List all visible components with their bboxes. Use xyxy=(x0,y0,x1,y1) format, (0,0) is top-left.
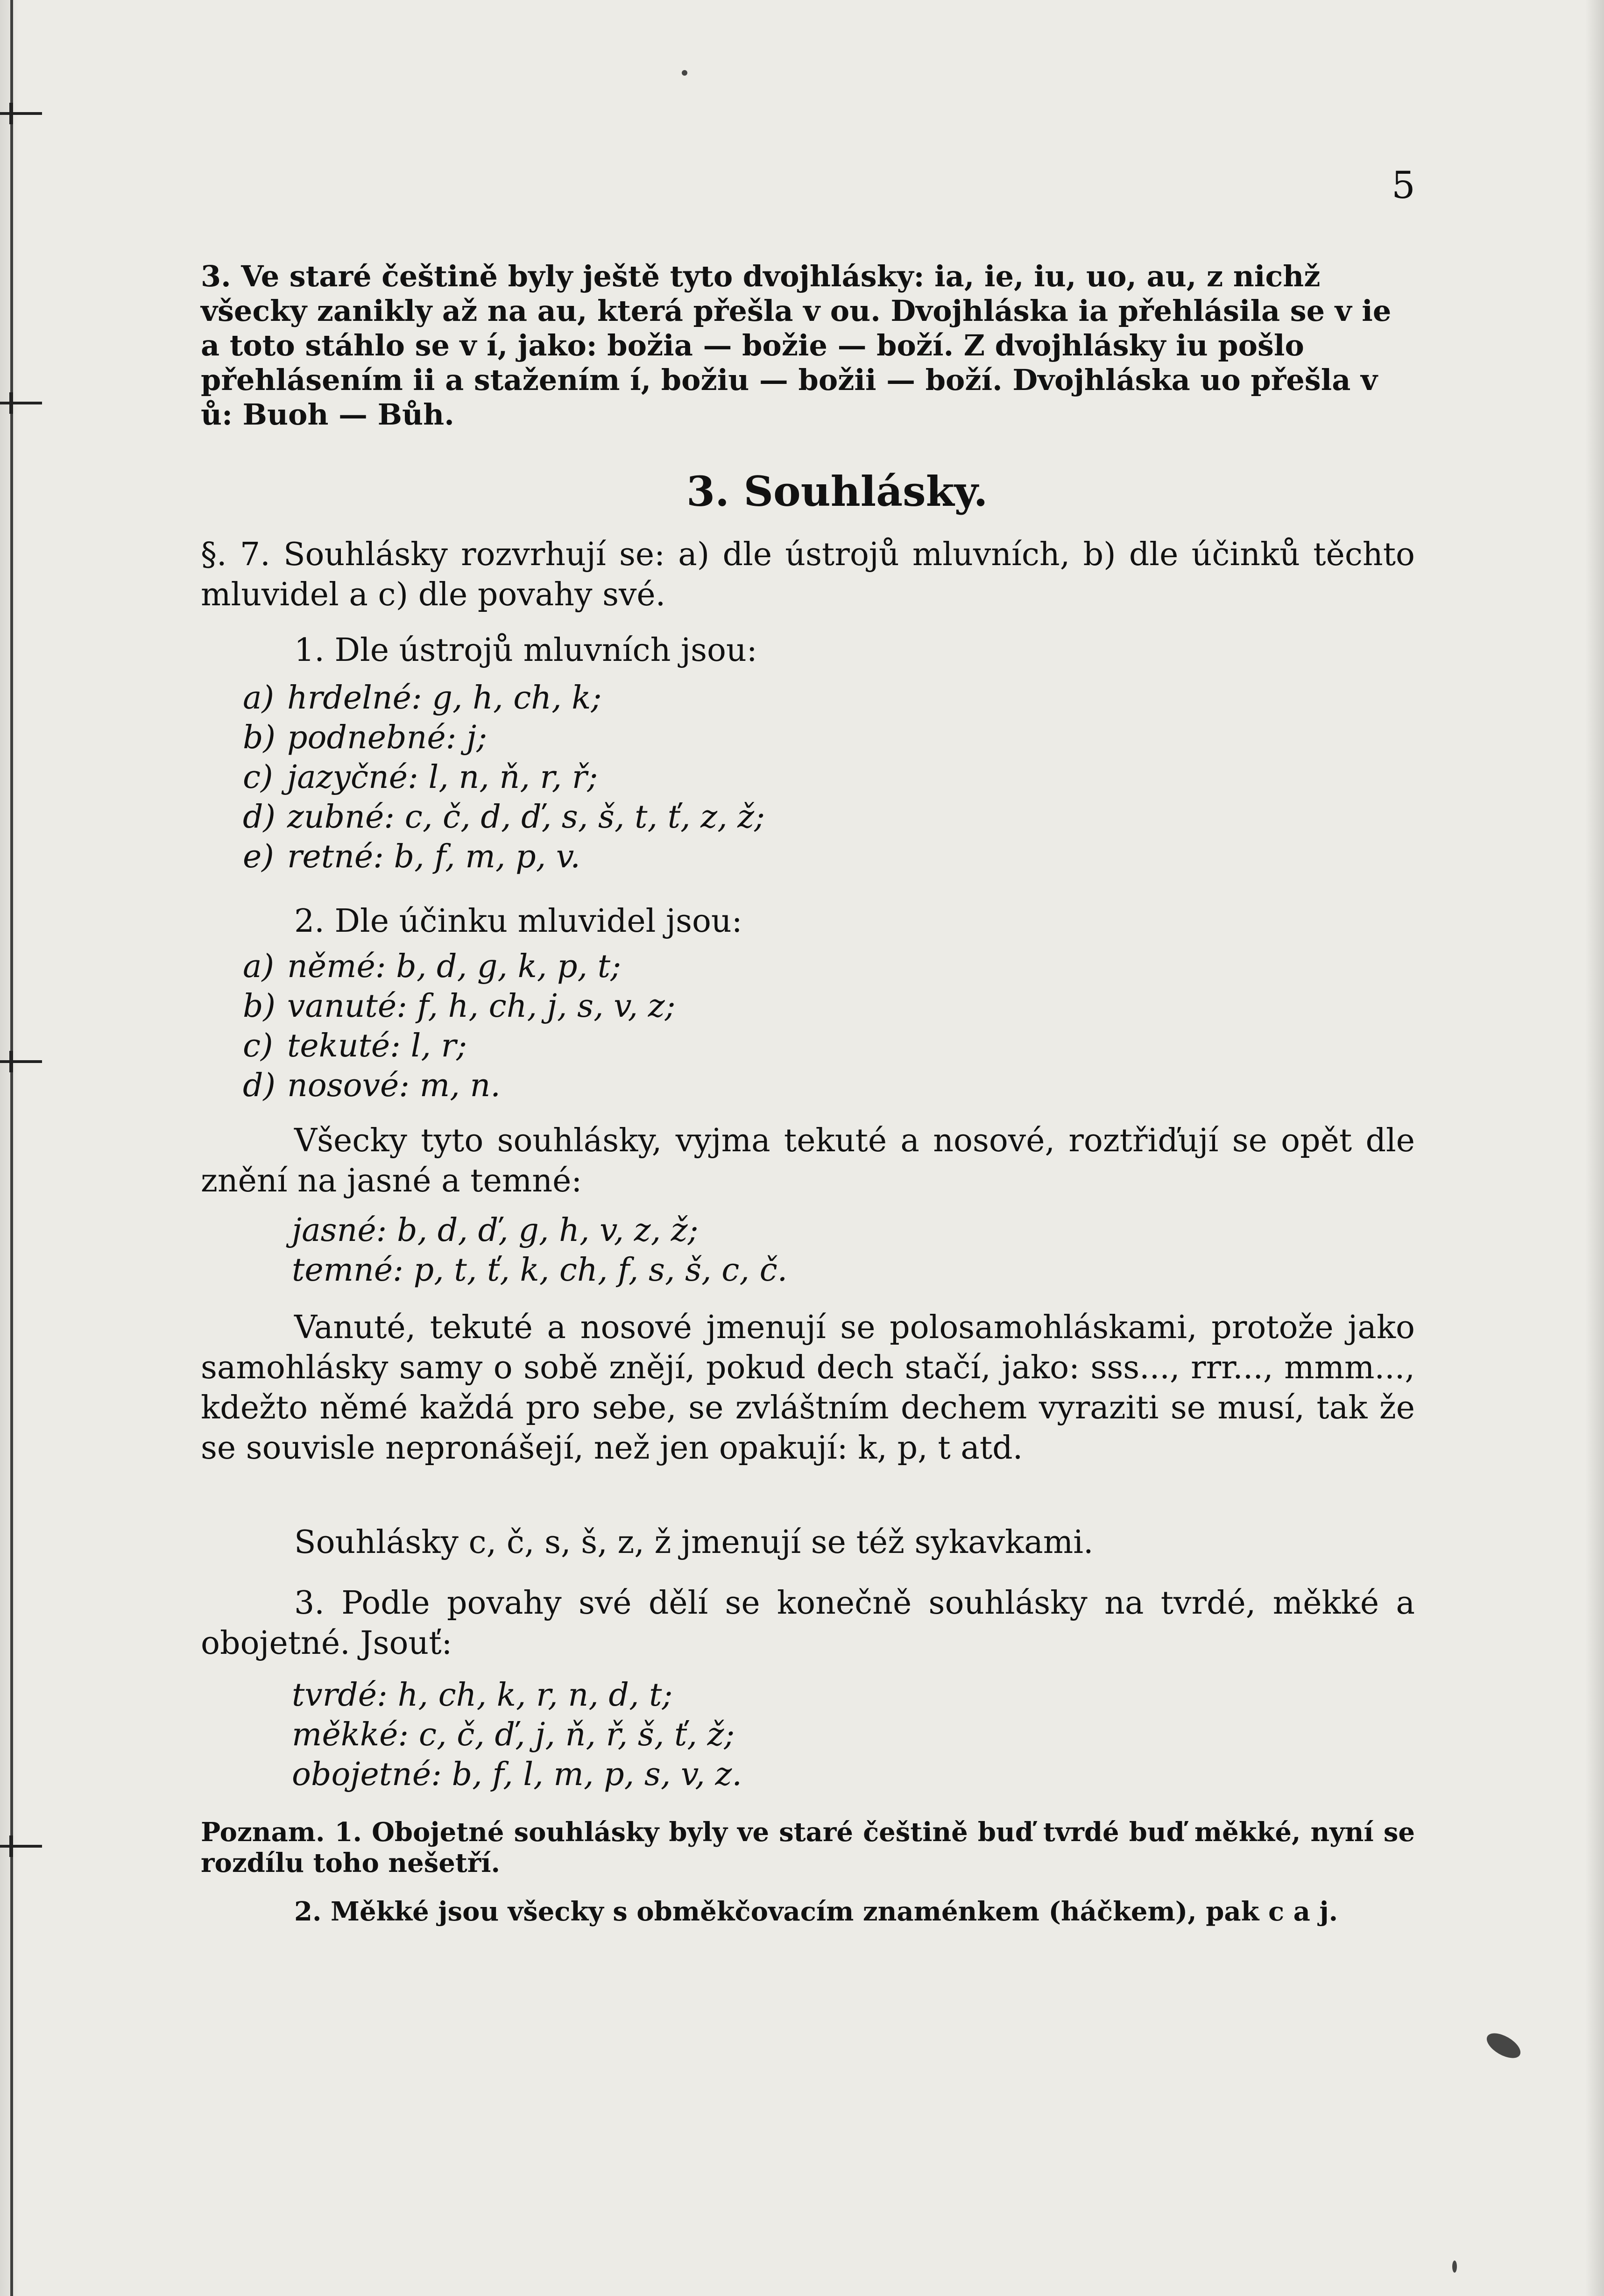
footnote-1: Poznam. 1. Obojetné souhlásky byly ve staré češtině buď tvrdé buď měkké, nyní se rozdílu toho nešetří. xyxy=(201,1817,1415,1878)
left-crop-mark xyxy=(0,402,42,404)
paragraph-hardness: 3. Podle povahy své dělí se konečně souhlásky na tvrdé, měkké a obojetné. Jsouť: xyxy=(201,1585,1415,1662)
clear-item: jasné: b, d, ď, g, h, v, z, ž; xyxy=(292,1212,699,1249)
list-2-item: b) vanuté: f, h, ch, j, s, v, z; xyxy=(243,988,676,1025)
paragraph-semivowels: Vanuté, tekuté a nosové jmenují se polosamohláskami, protože jako samohlásky samy o sobě znějí, pokud dech stačí, jako: sss..., rrr..., mmm..., kdežto němé každá pro sebe, se zvláštním dechem vyraziti se musí, tak že se souvisle nepronášejí, než jen opakují: k, p, t atd. xyxy=(201,1309,1415,1467)
subheading-2: 2. Dle účinku mluvidel jsou: xyxy=(294,903,742,940)
left-crop-mark xyxy=(0,1060,42,1063)
list-1-item: c) jazyčné: l, n, ň, r, ř; xyxy=(243,759,598,796)
paragraph-clear: Všecky tyto souhlásky, vyjma tekuté a nosové, roztřiďují se opět dle znění na jasné a temné: xyxy=(201,1122,1415,1199)
clear-item: temné: p, t, ť, k, ch, f, s, š, c, č. xyxy=(292,1252,788,1289)
left-crop-mark xyxy=(0,1845,42,1848)
list-1-item: e) retné: b, f, m, p, v. xyxy=(243,838,580,875)
paragraph-sibilants: Souhlásky c, č, s, š, z, ž jmenují se též sykavkami. xyxy=(294,1524,1094,1561)
list-1-item: d) zubné: c, č, d, ď, s, š, t, ť, z, ž; xyxy=(243,799,765,836)
list-2-item: a) němé: b, d, g, k, p, t; xyxy=(243,948,622,985)
left-crop-mark xyxy=(0,112,42,115)
footnote-2: 2. Měkké jsou všecky s obměkčovacím znaménkem (háčkem), pak c a j. xyxy=(294,1896,1338,1927)
list-1-item: a) hrdelné: g, h, ch, k; xyxy=(243,680,602,716)
list-2-item: c) tekuté: l, r; xyxy=(243,1028,467,1064)
scan-speck xyxy=(1452,2261,1457,2273)
section-heading: 3. Souhlásky. xyxy=(686,467,988,516)
paragraph-7: §. 7. Souhlásky rozvrhují se: a) dle ústrojů mluvních, b) dle účinků těchto mluvidel a c) dle povahy své. xyxy=(201,536,1415,613)
binding-line xyxy=(10,0,13,2296)
hardness-item: obojetné: b, f, l, m, p, s, v, z. xyxy=(292,1756,742,1793)
intro-note: 3. Ve staré češtině byly ještě tyto dvojhlásky: ia, ie, iu, uo, au, z nichž všecky zanikly až na au, která přešla v ou. Dvojhláska ia přehlásila se v ie a toto stáhlo se v í, jako: božia — božie — boží. Z dvojhlásky iu pošlo přehlásením ii a stažením í, božiu — božii — boží. Dvojhláska uo přešla v ů: Buoh — Bůh. xyxy=(201,259,1392,432)
hardness-item: měkké: c, č, ď, j, ň, ř, š, ť, ž; xyxy=(292,1716,735,1753)
hardness-item: tvrdé: h, ch, k, r, n, d, t; xyxy=(292,1677,673,1714)
scan-speck xyxy=(682,70,687,76)
page-number: 5 xyxy=(1392,163,1415,207)
subheading-1: 1. Dle ústrojů mluvních jsou: xyxy=(294,632,757,669)
list-1-item: b) podnebné: j; xyxy=(243,719,488,756)
list-2-item: d) nosové: m, n. xyxy=(243,1067,501,1104)
